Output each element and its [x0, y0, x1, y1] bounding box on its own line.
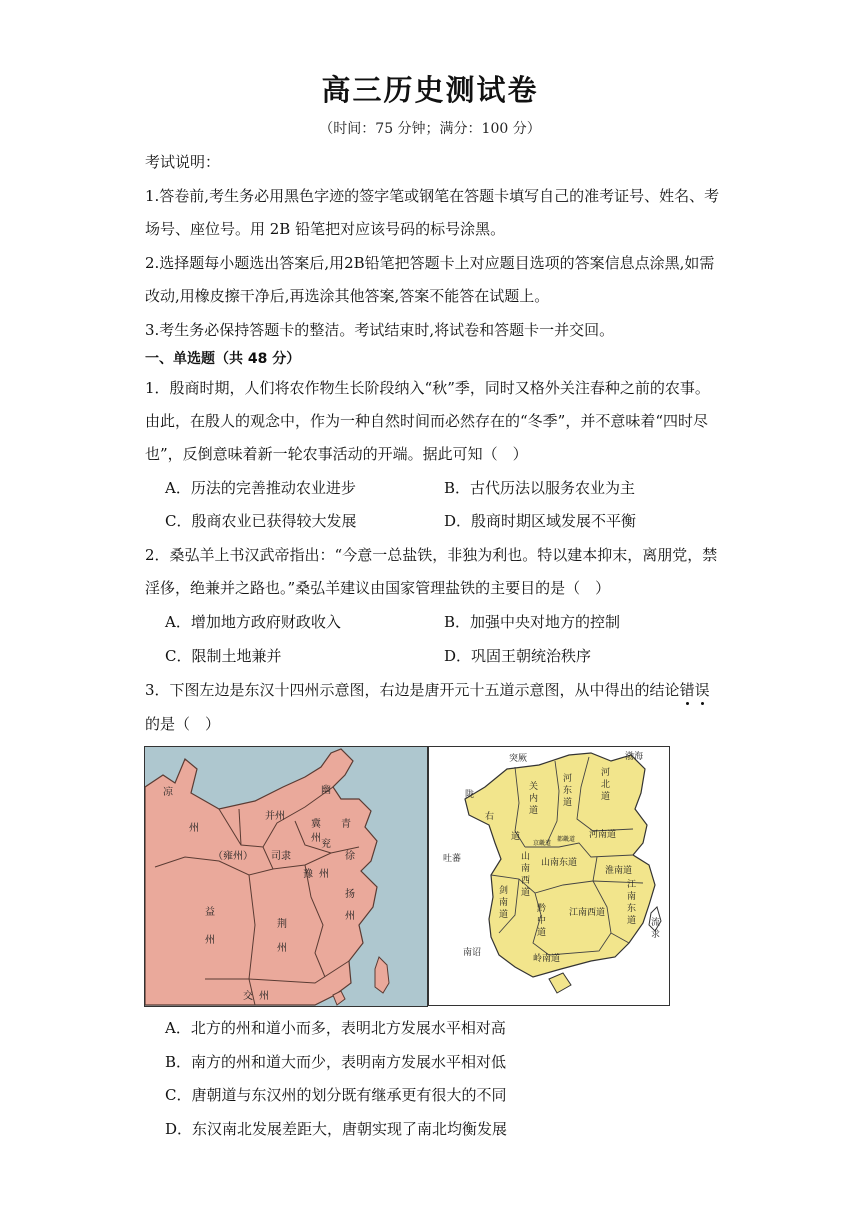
eastern-han-map — [144, 746, 428, 1007]
question-2-option-d[interactable]: D．巩固王朝统治秩序 — [444, 647, 592, 665]
instruction-line: 1.答卷前,考生务必用黑色字迹的签字笔或钢笔在答题卡填写自己的准考证号、姓名、考 — [145, 187, 720, 205]
question-3-option-d[interactable]: D．东汉南北发展差距大，唐朝实现了南北均衡发展 — [165, 1120, 508, 1138]
map-label: 青 — [341, 819, 351, 830]
map-label: 吐蕃 — [443, 854, 462, 864]
map-label: 南 — [499, 898, 509, 908]
map-label: 益 — [205, 907, 215, 918]
map-label: 河 — [563, 774, 573, 784]
instruction-line: 改动,用橡皮擦干净后,再选涂其他答案,答案不能答在试题上。 — [145, 287, 550, 305]
instruction-line: 3.考生务必保持答题卡的整洁。考试结束时,将试卷和答题卡一并交回。 — [145, 321, 615, 339]
question-3-option-b[interactable]: B．南方的州和道大而少，表明南方发展水平相对低 — [165, 1053, 507, 1071]
map-label: 司隶 — [271, 851, 291, 862]
map-label: 河 — [601, 768, 611, 778]
page-subtitle: （时间：75 分钟；满分：100 分） — [319, 121, 541, 137]
map-label: 山 — [521, 852, 531, 862]
map-label: 交 — [243, 991, 253, 1002]
map-label: 幽 — [321, 785, 331, 796]
map-label: 中 — [537, 916, 547, 926]
map-label: 右 — [485, 812, 495, 822]
question-1-option-b[interactable]: B．古代历法以服务农业为主 — [444, 479, 636, 497]
emphasis-char: 错 — [679, 681, 695, 699]
map-label: 山南东道 — [541, 858, 578, 868]
map-label: 江南西道 — [569, 908, 606, 918]
map-label: 凉 — [163, 787, 173, 798]
map-label: 荆 — [277, 919, 287, 930]
question-2-option-b[interactable]: B．加强中央对地方的控制 — [444, 613, 621, 631]
map-label: 州 — [259, 991, 269, 1002]
section-heading: 一、单选题（共 48 分） — [145, 351, 301, 367]
question-2-option-a[interactable]: A．增加地方政府财政收入 — [165, 613, 341, 631]
map-label: 西 — [521, 876, 531, 886]
question-1-option-d[interactable]: D．殷商时期区域发展不平衡 — [444, 512, 637, 530]
map-label: 道 — [499, 910, 509, 920]
map-label: 求 — [651, 930, 661, 940]
question-1-stem: 由此，在殷人的观念中，作为一种自然时间而必然存在的“冬季”，并不意味着“四时尽 — [145, 412, 709, 430]
map-label: 道 — [563, 798, 573, 808]
map-label: 黔 — [537, 904, 547, 914]
instructions-heading: 考试说明： — [145, 153, 221, 171]
question-1-stem: 也”，反倒意味着新一轮农事活动的开端。据此可知（ ） — [145, 445, 528, 463]
map-label: 道 — [601, 792, 611, 802]
map-label: 道 — [521, 888, 531, 898]
map-label: 州 — [277, 943, 287, 954]
map-label: 州 — [311, 833, 321, 844]
question-1-stem: 1．殷商时期，人们将农作物生长阶段纳入“秋”季，同时又格外关注春种之前的农事。 — [145, 379, 710, 397]
map-label: 州 — [345, 911, 355, 922]
map-label: 陇 — [465, 790, 475, 800]
instruction-line: 2.选择题每小题选出答案后,用2B铅笔把答题卡上对应题目选项的答案信息点涂黑,如需 — [145, 254, 715, 272]
map-label: 河南道 — [589, 830, 617, 840]
map-label: 北 — [601, 780, 611, 790]
question-3-option-a[interactable]: A．北方的州和道小而多，表明北方发展水平相对高 — [165, 1019, 506, 1037]
map-label: 都畿道 — [557, 836, 576, 843]
map-label: 内 — [529, 794, 539, 804]
map-label: 州 — [205, 935, 215, 946]
question-2-stem: 淫侈，绝兼并之路也。”桑弘羊建议由国家管理盐铁的主要目的是（ ） — [145, 579, 611, 597]
map-label: 道 — [529, 806, 539, 816]
map-label: 淮南道 — [605, 866, 633, 876]
page-title: 高三历史测试卷 — [321, 73, 539, 107]
map-label: 南 — [627, 892, 637, 902]
han-territory — [145, 749, 377, 1005]
emphasis-char: 误 — [694, 681, 710, 699]
instruction-line: 场号、座位号。用 2B 铅笔把对应该号码的标号涂黑。 — [145, 220, 506, 238]
map-label: 剑 — [499, 886, 509, 896]
map-label: 道 — [627, 916, 637, 926]
map-label: 道 — [537, 928, 547, 938]
map-label: 东 — [563, 786, 573, 796]
map-label: 州 — [189, 823, 199, 834]
map-label: 南 — [521, 864, 531, 874]
question-2-stem: 2．桑弘羊上书汉武帝指出：“今意一总盐铁，非独为利也。特以建本抑末，离朋党，禁 — [145, 546, 718, 564]
question-2-option-c[interactable]: C．限制土地兼并 — [165, 647, 282, 665]
map-label: 京畿道 — [533, 840, 552, 847]
map-label: 徐 — [345, 851, 355, 862]
question-3-option-c[interactable]: C．唐朝道与东汉州的划分既有继承更有很大的不同 — [165, 1086, 507, 1104]
map-label: 东 — [627, 904, 637, 914]
question-3-stem: 的是（ ） — [145, 715, 221, 733]
map-label: 关 — [529, 782, 539, 792]
map-label: （雍州） — [213, 851, 253, 862]
map-label: 江 — [627, 880, 637, 890]
map-label: 冀 — [311, 819, 321, 830]
map-label: 扬 — [345, 889, 355, 900]
question-3-stem — [145, 680, 725, 700]
map-label: 南诏 — [463, 948, 482, 958]
map-label: 流 — [651, 918, 661, 928]
question-1-option-c[interactable]: C．殷商农业已获得较大发展 — [165, 512, 357, 530]
question-3-stem-text: 3．下图左边是东汉十四州示意图，右边是唐开元十五道示意图，从中得出的结论 — [145, 681, 680, 699]
map-label: 岭南道 — [533, 954, 561, 964]
tang-circuits-map — [428, 746, 670, 1006]
map-label: 豫 — [303, 869, 313, 880]
question-1-option-a[interactable]: A．历法的完善推动农业进步 — [165, 479, 356, 497]
map-label: 兖 — [321, 839, 331, 850]
map-label: 渤海 — [625, 752, 644, 762]
map-label: 州 — [319, 869, 329, 880]
map-label: 突厥 — [509, 754, 528, 764]
map-label: 道 — [511, 832, 521, 842]
map-label: 并州 — [265, 811, 285, 822]
